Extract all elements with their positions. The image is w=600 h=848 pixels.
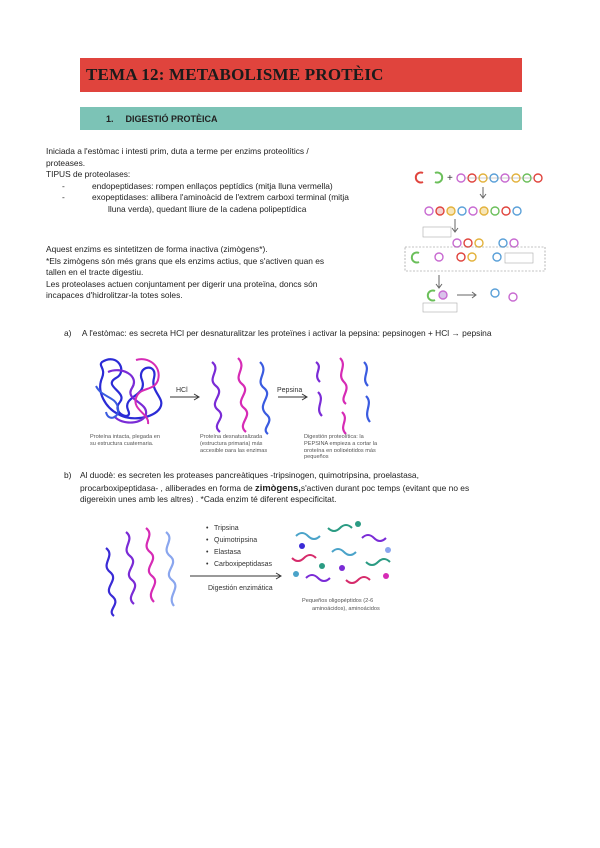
enzyme-bullet: • — [206, 561, 209, 568]
point-marker: a) — [64, 328, 72, 338]
enzyme-bullet: • — [206, 525, 209, 532]
point-marker: b) — [64, 470, 72, 480]
point-text: Al duodè: es secreten les proteases pancreàtiques -tripsinogen, quimotripsina, proelastasa, — [80, 470, 419, 480]
para-line: Aquest enzims es sintetitzen de forma inactiva (zimògens*). — [46, 244, 268, 254]
arrow-label: Digestión enzimática — [208, 585, 273, 592]
result-caption: Pequeños oligopéptidos (2-6 — [302, 598, 374, 604]
stomach-digestion-figure — [88, 352, 398, 452]
chain-row-3 — [453, 239, 518, 247]
enzyme-name: Quimotripsina — [214, 537, 258, 544]
oligopeptides — [292, 521, 391, 583]
intro-line: proteases. — [46, 157, 86, 168]
caption-line: accesible para las enzimas — [200, 448, 268, 452]
folded-protein — [96, 359, 161, 424]
duodenum-digestion-figure — [96, 518, 414, 622]
point-a — [64, 328, 564, 340]
enzyme-name: Elastasa — [214, 549, 241, 556]
item-text: exopeptidases: allibera l'aminoàcid de l'extrem carboxi terminal (mitja — [92, 192, 349, 203]
denatured-protein — [212, 358, 269, 434]
intro-paragraph — [46, 146, 386, 216]
point-text: s'activen durant poc temps (evitant que no es — [300, 482, 470, 493]
title-bar — [80, 58, 522, 92]
list-item: - endopeptidases: rompen enllaços peptídics (mitja lluna vermella) — [62, 180, 333, 191]
enzyme-name: Tripsina — [214, 525, 239, 532]
point-b — [64, 470, 564, 506]
caption-line: (estructura primaria) más — [200, 441, 263, 447]
point-text: procarboxipeptidasa- , alliberades en forma de — [80, 482, 256, 493]
zymogen-term: zimògens, — [255, 481, 301, 493]
caption-line: Proteína intacta, plegada en — [90, 434, 160, 440]
item-text: lluna verda), quedant lliure de la cadena polipeptídica — [108, 203, 307, 214]
item-text: endopeptidases: rompen enllaços peptídics (mitja lluna vermella) — [92, 180, 333, 191]
enzyme-list — [206, 525, 272, 568]
list-item: - exopeptidases: allibera l'aminoàcid de l'extrem carboxi terminal (mitja — [62, 192, 349, 203]
chain-row-1 — [416, 173, 542, 185]
para-line: incapaces d'hidrolitzar-la totes soles. — [46, 290, 183, 301]
para-line: tallen en el tracte digestiu. — [46, 267, 144, 278]
cleaved-peptides — [316, 358, 370, 434]
hcl-label: HCl — [176, 387, 188, 394]
caption-line: pequeños — [304, 454, 329, 460]
pepsina-label: Pepsina — [277, 387, 303, 394]
caption-line: su estructura cuaternaria. — [90, 441, 154, 447]
caption-line: Proteína desnaturalizada — [200, 434, 263, 440]
svg-text:+: + — [447, 173, 453, 184]
section-number: 1. — [106, 113, 114, 124]
types-heading: TIPUS de proteolases: — [46, 169, 131, 180]
point-text: A l'estòmac: es secreta HCl per desnaturalitzar les proteïnes i activar la pepsina: pepsinogen + HCl → pepsina — [81, 328, 492, 338]
protease-diagram — [395, 153, 555, 315]
enzyme-name: Carboxipeptidasas — [214, 561, 272, 568]
intro-line: Iniciada a l'estòmac i intesti prim, duta a terme per enzims proteolítics / — [46, 146, 309, 156]
caption-line: Digestión proteolítica: la — [304, 434, 364, 440]
enzyme-bullet: • — [206, 549, 209, 556]
para-line: *Els zimògens són més grans que els enzims actius, que s'activen quan es — [46, 255, 325, 266]
enzyme-bullet: • — [206, 537, 209, 544]
section-bar — [80, 107, 522, 130]
result-caption: aminoácidos), aminoácidos — [312, 606, 380, 612]
page-title: TEMA 12: METABOLISME PROTÈIC — [86, 65, 384, 84]
para-line: Les proteolases actuen conjuntament per digerir una proteïna, doncs són — [46, 278, 318, 289]
section-title: DIGESTIÓ PROTÈICA — [125, 113, 218, 124]
zymogen-paragraph — [46, 244, 386, 302]
caption-line: PEPSINA empieza a cortar la — [304, 441, 378, 447]
caption-line: proteína en polipéptidos más — [304, 448, 376, 452]
point-text: digereixin unes amb les altres) . *Cada enzim té diferent especificitat. — [80, 494, 337, 505]
chain-row-2 — [425, 207, 521, 215]
denatured-protein-b — [106, 528, 175, 616]
